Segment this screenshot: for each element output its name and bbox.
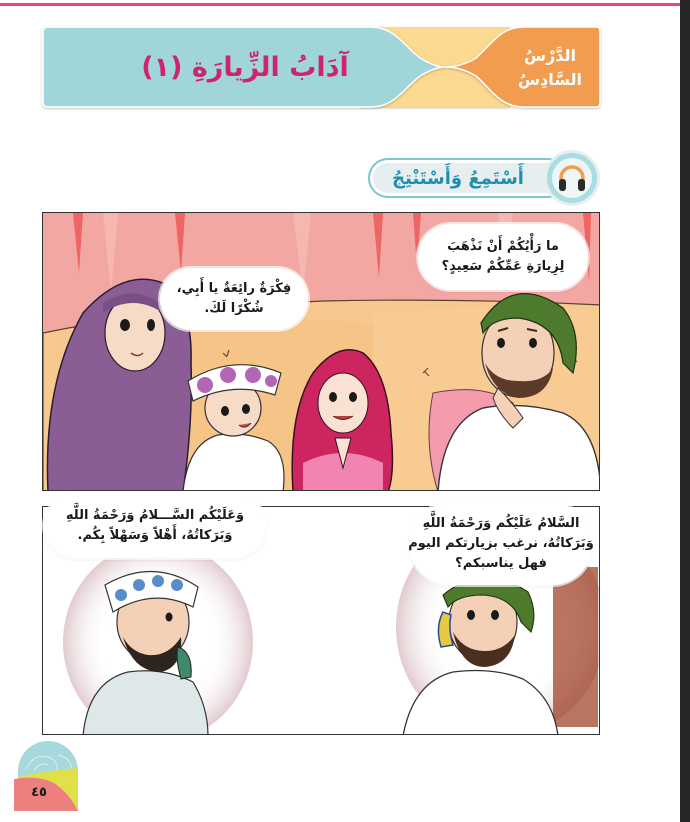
- headphones-icon: [557, 164, 587, 192]
- lesson-title: آدَابُ الزِّيارَةِ (١): [141, 51, 349, 83]
- bubble-line: شُكْرًا لَكَ.: [204, 301, 264, 316]
- section-pill-body: [368, 158, 568, 198]
- bubble-line: فِكْرَةٌ رائِعَةٌ يا أَبِي،: [176, 281, 292, 296]
- lesson-number-label: [506, 36, 594, 100]
- speech-bubble-host: [44, 494, 266, 558]
- top-rule: [0, 3, 680, 6]
- bubble-line: السَّلامُ عَلَيْكُم وَرَحْمَةُ اللَّهِ: [422, 516, 580, 531]
- section-label: أَسْتَمِعُ وَأَسْتَنْتِجُ: [392, 167, 524, 189]
- bubble-line: وَبَرَكاتُهُ، نرغب بزيارتكم اليوم: [408, 536, 594, 551]
- headphones-icon-badge: [544, 150, 600, 206]
- listen-and-infer-heading: [368, 150, 600, 206]
- bubble-line: وَبَرَكاتُهُ، أَهْلاً وَسَهْلاً بِكُم.: [77, 528, 233, 543]
- right-edge-strip: [680, 0, 690, 822]
- page-number: ٤٥: [31, 785, 47, 800]
- bubble-line: وَعَلَيْكُم السَّـــلامُ وَرَحْمَةُ اللَّهِ: [65, 508, 245, 523]
- bubble-line: لِزِيارَةِ عَمِّكُمْ سَعِيدٍ؟: [441, 259, 565, 274]
- lesson-label-line2: السَّادِسُ: [517, 70, 583, 89]
- speech-bubble-boy: [160, 268, 308, 330]
- bubble-line: ما رَأْيُكُمْ أَنْ نَذْهَبَ: [447, 239, 559, 254]
- page-badge-shape: [14, 741, 80, 811]
- lesson-label-line1: الدَّرْسُ: [523, 46, 577, 65]
- page-number-badge: [14, 741, 80, 811]
- speech-bubble-caller: [410, 503, 592, 585]
- lesson-banner: [40, 24, 602, 110]
- bubble-line: فهل يناسبكم؟: [455, 556, 547, 571]
- speech-bubble-father: [418, 224, 588, 290]
